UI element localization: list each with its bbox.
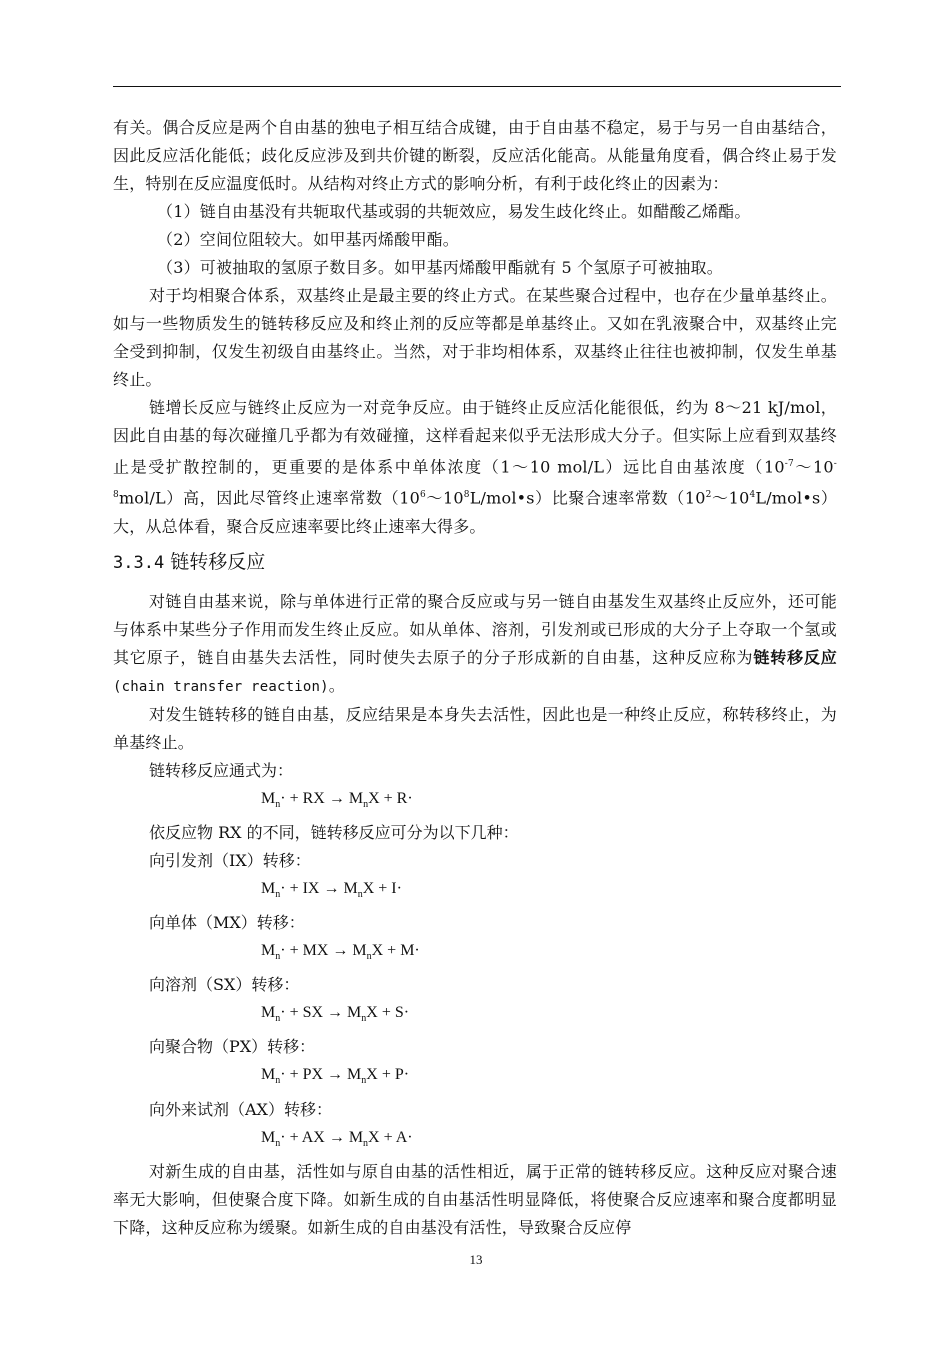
formula-ax: $M_n\cdot$ + AX → $M_nX + A\cdot$ (261, 1128, 413, 1149)
header-rule (113, 86, 841, 87)
solvent-transfer-label: 向溶剂（SX）转移： (149, 975, 300, 995)
paragraph-retardation: 对新生成的自由基，活性如与原自由基的活性相近，属于正常的链转移反应。这种反应对聚合速率无大影响，但使聚合度下降。如新生成的自由基活性明显降低，将使聚合反应速率和聚合度都明显下降，这种反应称为缓聚。如新生成的自由基没有活性，导致聚合反应停 (113, 1161, 837, 1237)
paragraph-chain-transfer-intro: 对链自由基来说，除与单体进行正常的聚合反应或与另一链自由基发生双基终止反应外，还可能与体系中某些分子作用而发生终止反应。如从单体、溶剂，引发剂或已形成的大分子上夺取一个氢或其它原子，链自由基失去活性，同时使失去原子的分子形成新的自由基，这种反应称为链转移反应(chain transfer reaction)。 (113, 591, 837, 695)
term-chain-transfer: 链转移反应 (753, 647, 837, 667)
paragraph-transfer-termination: 对发生链转移的链自由基，反应结果是本身失去活性，因此也是一种终止反应，称转移终止，为单基终止。 (113, 704, 837, 752)
initiator-transfer-label: 向引发剂（IX）转移： (149, 850, 311, 870)
general-formula-label: 链转移反应通式为： (149, 760, 294, 780)
polymer-transfer-label: 向聚合物（PX）转移： (149, 1037, 316, 1057)
page-body (113, 114, 837, 1242)
formula-sx: $M_n\cdot$ + SX → $M_nX + S\cdot$ (261, 1004, 410, 1025)
formula-px: $M_n\cdot$ + PX → $M_nX + P\cdot$ (261, 1066, 410, 1087)
monomer-transfer-label: 向单体（MX）转移： (149, 913, 305, 933)
paragraph-competition: 链增长反应与链终止反应为一对竞争反应。由于链终止反应活化能很低，约为 8～21 kJ/mol，因此自由基的每次碰撞几乎都为有效碰撞，这样看起来似乎无法形成大分子。但实际上应看到双基终止是受扩散控制的，更重要的是体系中单体浓度（1～10 mol/L）远比自由基浓度$(10^{-7}\sim 10^{-8}mol/L)$高，因此尽管终止速率常数$(10^6\sim 10^8L/mol•s)$比聚合速率常数$(10^2\sim 10^4L/mol•s)$大，从总体看，聚合反应速率要比终止速率大得多。 (113, 398, 838, 536)
page-number: 13 (469, 1252, 483, 1267)
formula-ix: $M_n\cdot$ + IX → $M_nX + I\cdot$ (261, 879, 402, 901)
rx-types-label: 依反应物 RX 的不同，链转移反应可分为以下几种： (149, 822, 519, 842)
paragraph-homogeneous: 对于均相聚合体系，双基终止是最主要的终止方式。在某些聚合过程中，也存在少量单基终止。如与一些物质发生的链转移反应及和终止剂的反应等都是单基终止。又如在乳液聚合中，双基终止完全受到抑制，仅发生初级自由基终止。当然，对于非均相体系，双基终止往往也被抑制，仅发生单基终止。 (113, 286, 837, 389)
paragraph-termination-modes: 有关。偶合反应是两个自由基的独电子相互结合成键，由于自由基不稳定，易于与另一自由基结合，因此反应活化能低；歧化反应涉及到共价键的断裂，反应活化能高。从能量角度看，偶合终止易于发生，特别在反应温度低时。从结构对终止方式的影响分析，有利于歧化终止的因素为： (113, 118, 837, 193)
formula-rx: $M_n\cdot$ + RX → $M_nX + R\cdot$ (261, 789, 413, 810)
list-item-3: （3）可被抽取的氢原子数目多。如甲基丙烯酸甲酯就有 5 个氢原子可被抽取。 (157, 258, 723, 277)
list-item-2: （2）空间位阻较大。如甲基丙烯酸甲酯。 (157, 230, 459, 249)
list-item-1: （1）链自由基没有共轭取代基或弱的共轭效应，易发生歧化终止。如醋酸乙烯酯。 (157, 202, 751, 221)
section-heading: 3.3.4 链转移反应 (113, 550, 266, 573)
reagent-transfer-label: 向外来试剂（AX）转移： (149, 1099, 332, 1119)
formula-mx: $M_n\cdot$ + MX → $M_nX + M\cdot$ (261, 942, 420, 963)
